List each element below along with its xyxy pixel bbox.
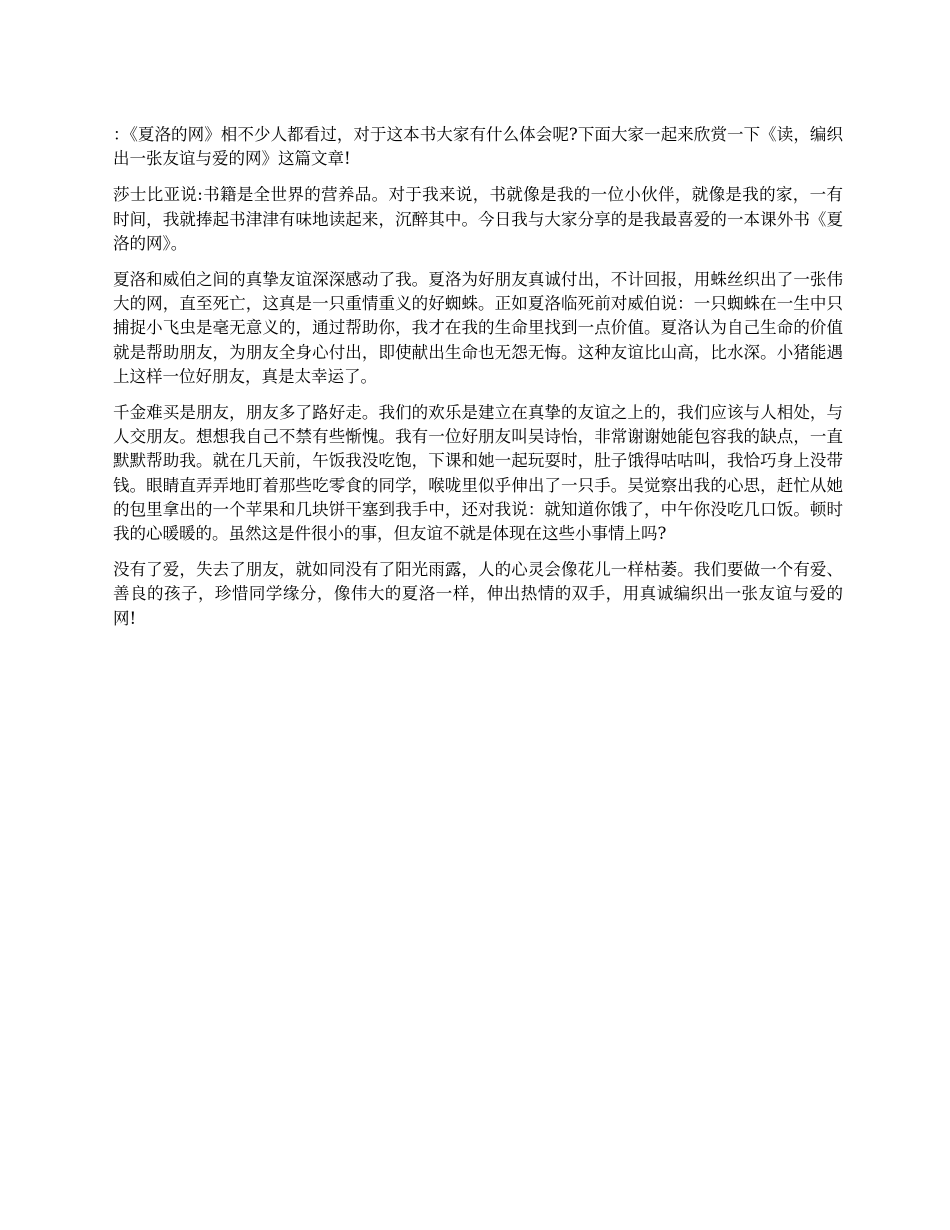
paragraph-conclusion: 没有了爱，失去了朋友，就如同没有了阳光雨露，人的心灵会像花儿一样枯萎。我们要做一个有爱、善良的孩子，珍惜同学缘分，像伟大的夏洛一样，伸出热情的双手，用真诚编织出一张友谊与爱的网! <box>113 560 843 628</box>
paragraph-intro: ：《夏洛的网》相不少人都看过，对于这本书大家有什么体会呢?下面大家一起来欣赏一下《读，编织出一张友谊与爱的网》这篇文章! <box>113 125 843 169</box>
paragraph-personal-story: 千金难买是朋友，朋友多了路好走。我们的欢乐是建立在真挚的友谊之上的，我们应该与人相处，与人交朋友。想想我自己不禁有些惭愧。我有一位好朋友叫吴诗怡，非常谢谢她能包容我的缺点，一直默默帮助我。就在几天前，午饭我没吃饱，下课和她一起玩耍时，肚子饿得咕咕叫，我恰巧身上没带钱。眼睛直弄弄地盯着那些吃零食的同学，喉咙里似乎伸出了一只手。吴觉察出我的心思，赶忙从她的包里拿出的一个苹果和几块饼干塞到我手中，还对我说：就知道你饿了，中午你没吃几口饭。顿时我的心暖暖的。虽然这是件很小的事，但友谊不就是体现在这些小事情上吗? <box>113 403 843 544</box>
document-body <box>113 123 843 643</box>
paragraph-friendship: 夏洛和威伯之间的真挚友谊深深感动了我。夏洛为好朋友真诚付出，不计回报，用蛛丝织出了一张伟大的网，直至死亡，这真是一只重情重义的好蜘蛛。正如夏洛临死前对威伯说：一只蜘蛛在一生中只捕捉小飞虫是毫无意义的，通过帮助你，我才在我的生命里找到一点价值。夏洛认为自己生命的价值就是帮助朋友，为朋友全身心付出，即使献出生命也无怨无悔。这种友谊比山高，比水深。小猪能遇上这样一位好朋友，真是太幸运了。 <box>113 270 843 386</box>
paragraph-shakespeare: 莎士比亚说:书籍是全世界的营养品。对于我来说，书就像是我的一位小伙伴，就像是我的家，一有时间，我就捧起书津津有味地读起来，沉醉其中。今日我与大家分享的是我最喜爱的一本课外书《夏洛的网》。 <box>113 185 843 253</box>
